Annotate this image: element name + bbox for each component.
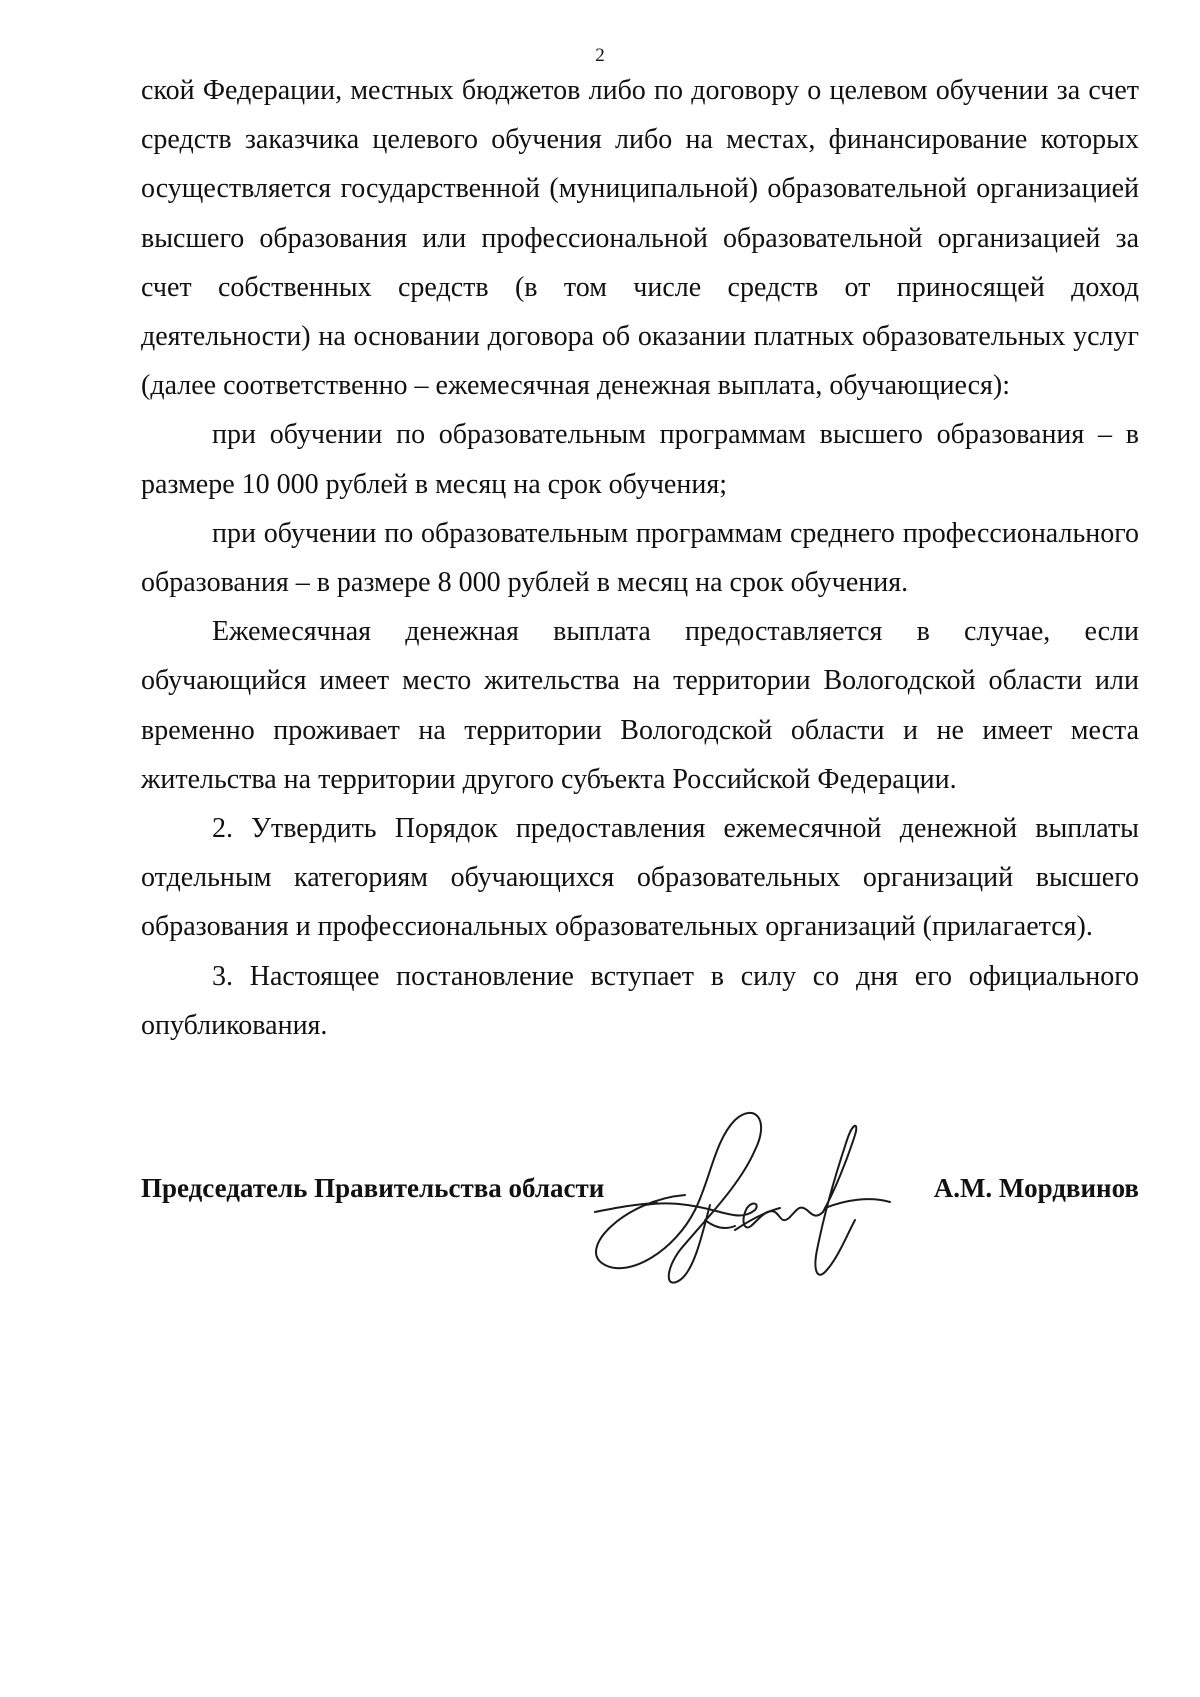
paragraph-residence-condition: Ежемесячная денежная выплата предоставляется в случае, если обучающийся имеет место жительства на территории Вологодской области или временно проживает на территории Вологодской области и не имеет места жительства на территории другого субъекта Российской Федерации.: [141, 616, 1139, 795]
paragraph-vocational-education-rate: при обучении по образовательным программам среднего профессионального образования – в размере 8 000 рублей в месяц на срок обучения.: [141, 517, 1139, 599]
paragraph-continuation: ской Федерации, местных бюджетов либо по договору о целевом обучении за счет средств заказчика целевого обучения либо на местах, финансирование которых осуществляется государственной (муниципальной) образовательной организацией высшего образования или профессиональной образовательной организацией за счет собственных средств (в том числе средств от приносящей доход деятельности) на основании договора об оказании платных образовательных услуг (далее соответственно – ежемесячная денежная выплата, обучающиеся):: [141, 75, 1139, 402]
document-body: [141, 66, 1139, 1050]
signatory-name: А.М. Мордвинов: [933, 1173, 1139, 1203]
paragraph-item-2: 2. Утвердить Порядок предоставления ежемесячной денежной выплаты отдельным категориям обучающихся образовательных организаций высшего образования и профессиональных образовательных организаций (прилагается).: [141, 813, 1139, 943]
signatory-position: Председатель Правительства области: [141, 1173, 605, 1203]
paragraph-item-3: 3. Настоящее постановление вступает в силу со дня его официального опубликования.: [141, 960, 1139, 1041]
handwritten-signature: [585, 1100, 945, 1310]
paragraph-higher-education-rate: при обучении по образовательным программам высшего образования – в размере 10 000 рублей в месяц на срок обучения;: [141, 419, 1139, 500]
page-number: 2: [595, 45, 605, 66]
